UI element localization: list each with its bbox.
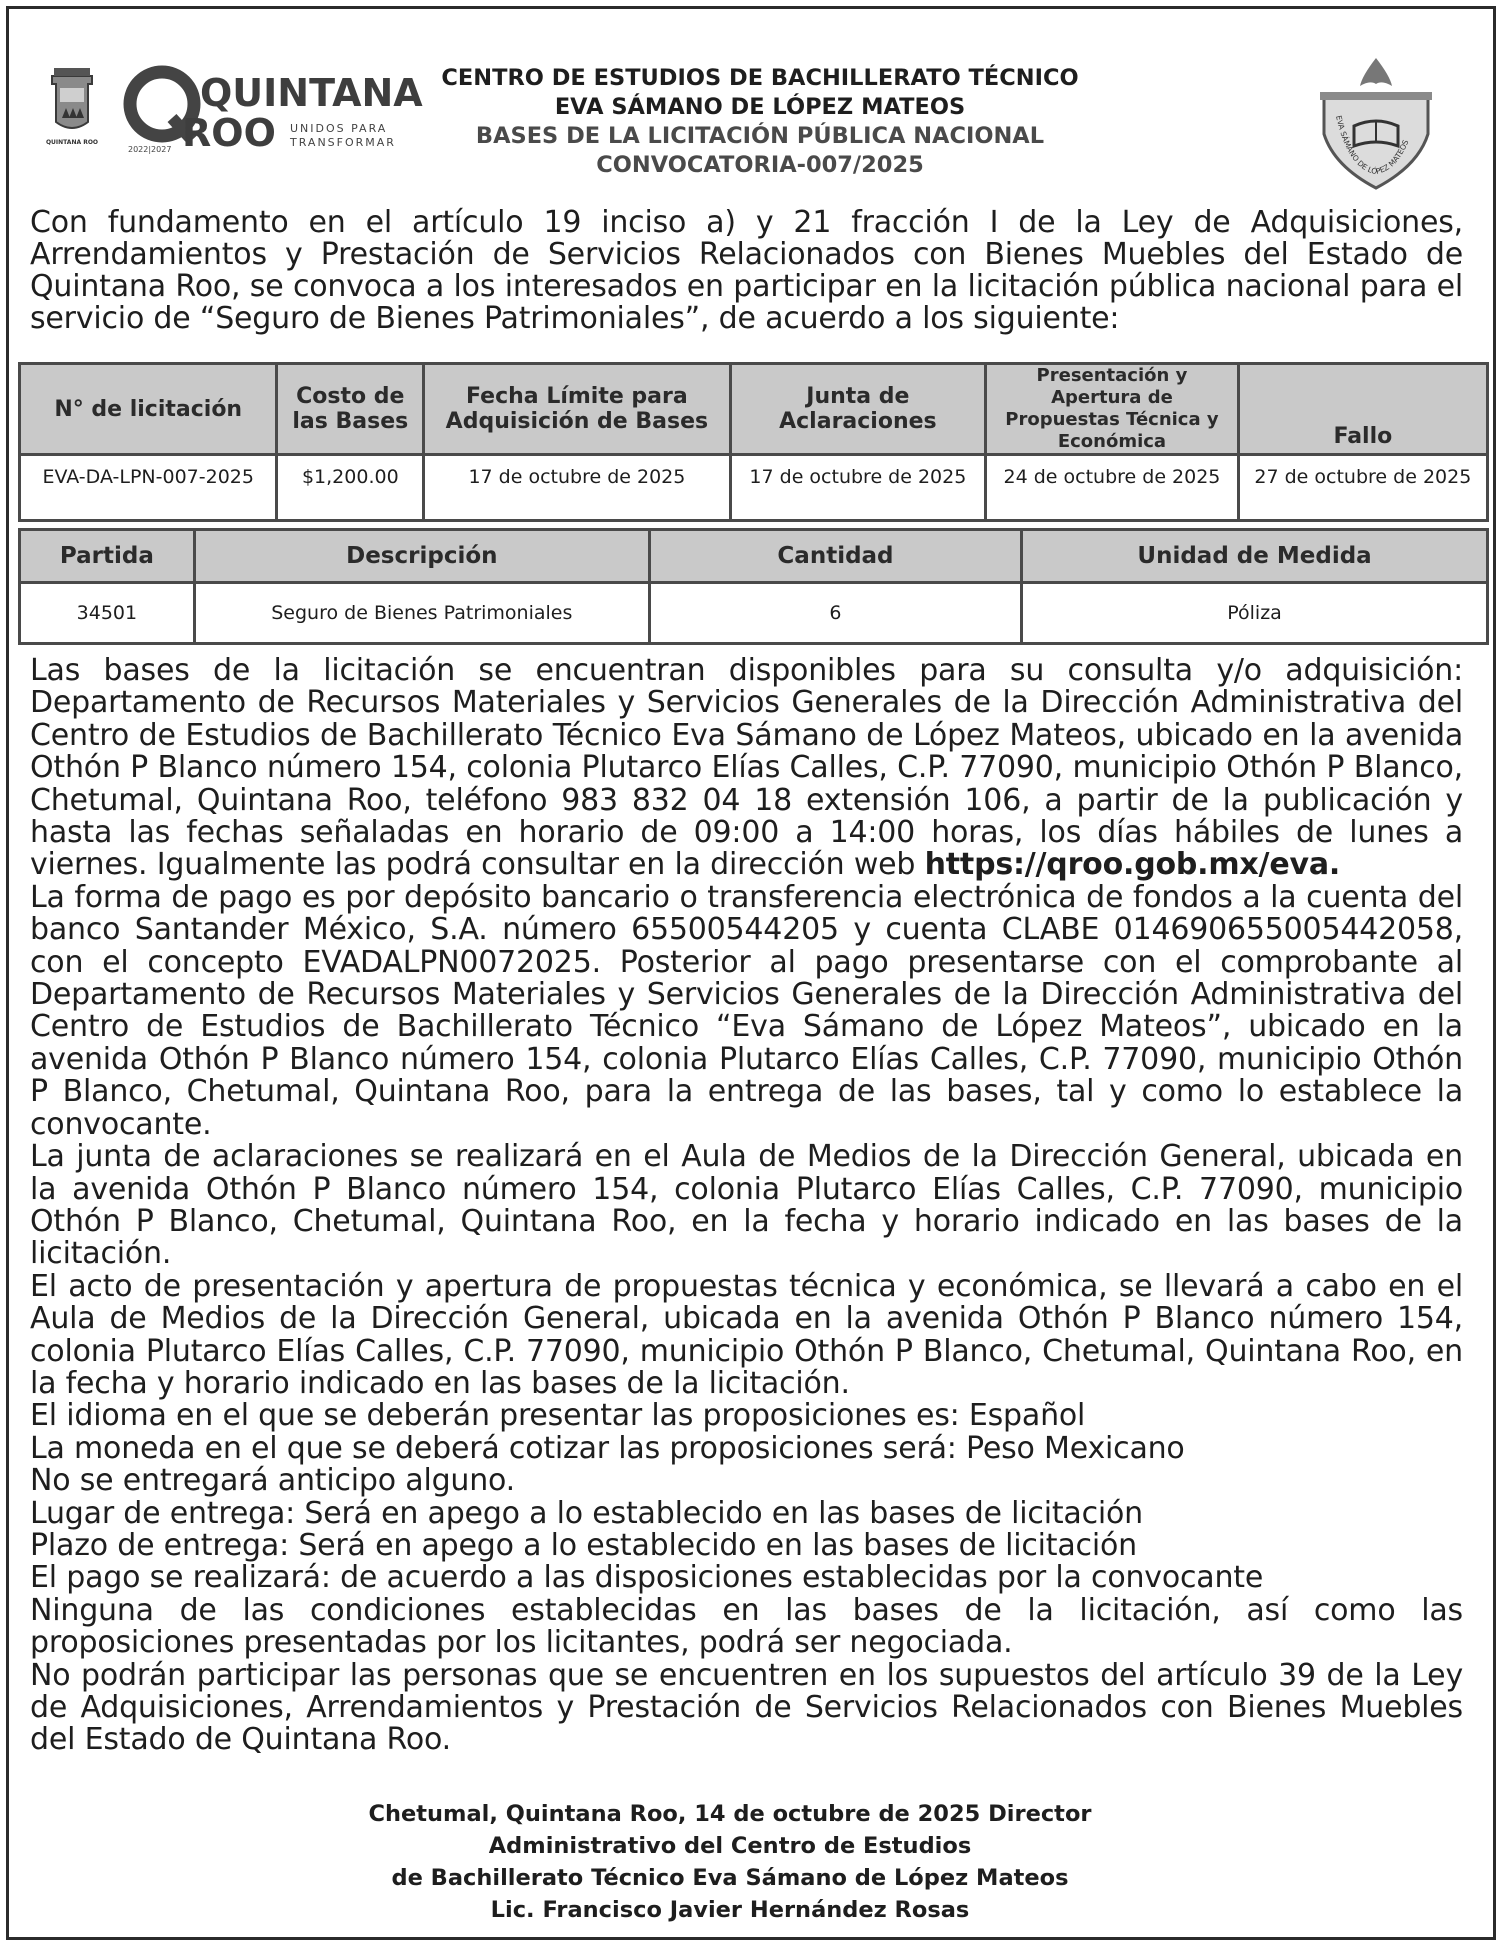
cell-descripcion: Seguro de Bienes Patrimoniales xyxy=(194,583,649,644)
logo-tagline-1: UNIDOS PARA xyxy=(290,122,388,135)
cell-partida: 34501 xyxy=(20,583,195,644)
footer-line-3: de Bachillerato Técnico Eva Sámano de López Mateos xyxy=(391,1865,1069,1891)
line-idioma: El idioma en el que se deberán presentar las proposiciones es: Español xyxy=(30,1398,1086,1434)
paragraph-bases xyxy=(30,655,1463,882)
bases-text: Las bases de la licitación se encuentran disponibles para su consulta y/o adquisición: Departamento de Recursos Materiales y Servicios Generales de la Dirección Administrativa del Centro de Estudios de Bachillerato Técnico Eva Sámano de López Mateos, ubicado en la avenida Othón P Blanco número 154, colonia Plutarco Elías Calles, C.P. 77090, municipio Othón P Blanco, Chetumal, Quintana Roo, teléfono 983 832 04 18 extensión 106, a partir de la publicación y hasta las fechas señaladas en horario de 09:00 a 14:00 horas, los días hábiles de lunes a viernes. Igualmente las podrá consultar en la dirección web xyxy=(30,653,1463,883)
line-plazo-entrega: Plazo de entrega: Será en apego a lo establecido en las bases de licitación xyxy=(30,1527,1137,1563)
cell-fallo: 27 de octubre de 2025 xyxy=(1238,455,1487,521)
table-row xyxy=(20,583,1488,644)
cell-junta: 17 de octubre de 2025 xyxy=(730,455,986,521)
cell-fecha-limite: 17 de octubre de 2025 xyxy=(424,455,730,521)
web-link[interactable]: https://qroo.gob.mx/eva. xyxy=(924,847,1341,883)
logo-quintana-text: QUINTANA xyxy=(200,71,423,115)
signature-block xyxy=(330,1798,1130,1926)
line-moneda: La moneda en el que se deberá cotizar las proposiciones será: Peso Mexicano xyxy=(30,1430,1185,1466)
tender-schedule-table xyxy=(18,362,1489,522)
paragraph-junta: La junta de aclaraciones se realizará en el Aula de Medios de la Dirección General, ubicada en la avenida Othón P Blanco número 154, colonia Plutarco Elías Calles, C.P. 77090, municipio Othón P Blanco, Chetumal, Quintana Roo, en la fecha y horario indicado en las bases de la licitación. xyxy=(30,1139,1463,1272)
items-table xyxy=(18,528,1489,645)
col-fallo: Fallo xyxy=(1238,364,1487,455)
col-licitacion: N° de licitación xyxy=(20,364,277,455)
school-crest-logo xyxy=(1318,56,1434,190)
cell-costo: $1,200.00 xyxy=(277,455,424,521)
paragraph-restricciones: No podrán participar las personas que se encuentren en los supuestos del artículo 39 de la Ley de Adquisiciones, Arrendamientos y Prestación de Servicios Relacionados con Bienes Muebles del Estado de Quintana Roo. xyxy=(30,1657,1463,1758)
paragraph-pago: La forma de pago es por depósito bancario o transferencia electrónica de fondos a la cuenta del banco Santander México, S.A. número 65500544205 y cuenta CLABE 014690655005442058, con el concepto EVADALPN0072025. Posterior al pago presentarse con el comprobante al Departamento de Recursos Materiales y Servicios Generales de la Dirección Administrativa del Centro de Estudios de Bachillerato Técnico “Eva Sámano de López Mateos”, ubicado en la avenida Othón P Blanco número 154, colonia Plutarco Elías Calles, C.P. 77090, municipio Othón P Blanco, Chetumal, Quintana Roo, para la entrega de las bases, tal y como lo establece la convocante. xyxy=(30,879,1463,1142)
logo-tagline-2: TRANSFORMAR xyxy=(290,136,396,149)
document-header xyxy=(410,64,1110,180)
col-presentacion: Presentación y Apertura de Propuestas Técnica y Económica xyxy=(986,364,1239,455)
state-coat-of-arms-logo xyxy=(42,62,102,152)
quintana-roo-logo xyxy=(120,60,423,158)
col-costo: Costo de las Bases xyxy=(277,364,424,455)
col-unidad: Unidad de Medida xyxy=(1022,530,1488,583)
col-descripcion: Descripción xyxy=(194,530,649,583)
line-pago: El pago se realizará: de acuerdo a las disposiciones establecidas por la convocante xyxy=(30,1560,1264,1596)
logo-roo-text: ROO xyxy=(182,111,276,155)
col-cantidad: Cantidad xyxy=(649,530,1021,583)
table-row xyxy=(20,455,1488,521)
paragraph-apertura: El acto de presentación y apertura de propuestas técnica y económica, se llevará a cabo en el Aula de Medios de la Dirección General, ubicada en la avenida Othón P Blanco número 154, colonia Plutarco Elías Calles, C.P. 77090, municipio Othón P Blanco, Chetumal, Quintana Roo, en la fecha y horario indicado en las bases de la licitación. xyxy=(30,1268,1463,1401)
paragraph-negociacion: Ninguna de las condiciones establecidas en las bases de la licitación, así como las proposiciones presentadas por los licitantes, podrá ser negociada. xyxy=(30,1592,1463,1661)
line-lugar-entrega: Lugar de entrega: Será en apego a lo establecido en las bases de licitación xyxy=(30,1495,1143,1531)
header-line-1: CENTRO DE ESTUDIOS DE BACHILLERATO TÉCNICO xyxy=(441,65,1079,91)
school-crest-arc-text: EVA SÁMANO DE LÓPEZ MATEOS xyxy=(1334,114,1411,177)
line-anticipo: No se entregará anticipo alguno. xyxy=(30,1463,516,1499)
logo-years: 2022|2027 xyxy=(128,145,172,154)
state-logo-caption: QUINTANA ROO xyxy=(45,139,99,146)
col-junta: Junta de Aclaraciones xyxy=(730,364,986,455)
header-line-3: BASES DE LA LICITACIÓN PÚBLICA NACIONAL xyxy=(475,123,1045,149)
cell-cantidad: 6 xyxy=(649,583,1021,644)
table-header-row xyxy=(20,364,1488,455)
intro-paragraph: Con fundamento en el artículo 19 inciso a) y 21 fracción I de la Ley de Adquisiciones, Arrendamientos y Prestación de Servicios Relacionados con Bienes Muebles del Estado de Quintana Roo, se convoca a los interesados en participar en la licitación pública nacional para el servicio de “Seguro de Bienes Patrimoniales”, de acuerdo a los siguiente: xyxy=(30,205,1463,336)
col-partida: Partida xyxy=(20,530,195,583)
footer-line-2: Administrativo del Centro de Estudios xyxy=(488,1833,972,1859)
cell-presentacion: 24 de octubre de 2025 xyxy=(986,455,1239,521)
footer-line-4: Lic. Francisco Javier Hernández Rosas xyxy=(490,1897,970,1923)
table-header-row xyxy=(20,530,1488,583)
cell-unidad: Póliza xyxy=(1022,583,1488,644)
cell-licitacion: EVA-DA-LPN-007-2025 xyxy=(20,455,277,521)
header-line-4: CONVOCATORIA-007/2025 xyxy=(596,152,924,178)
footer-line-1: Chetumal, Quintana Roo, 14 de octubre de 2025 Director xyxy=(368,1801,1092,1827)
header-line-2: EVA SÁMANO DE LÓPEZ MATEOS xyxy=(554,94,966,120)
col-fecha-limite: Fecha Límite para Adquisición de Bases xyxy=(424,364,730,455)
body-text xyxy=(30,655,1463,1757)
